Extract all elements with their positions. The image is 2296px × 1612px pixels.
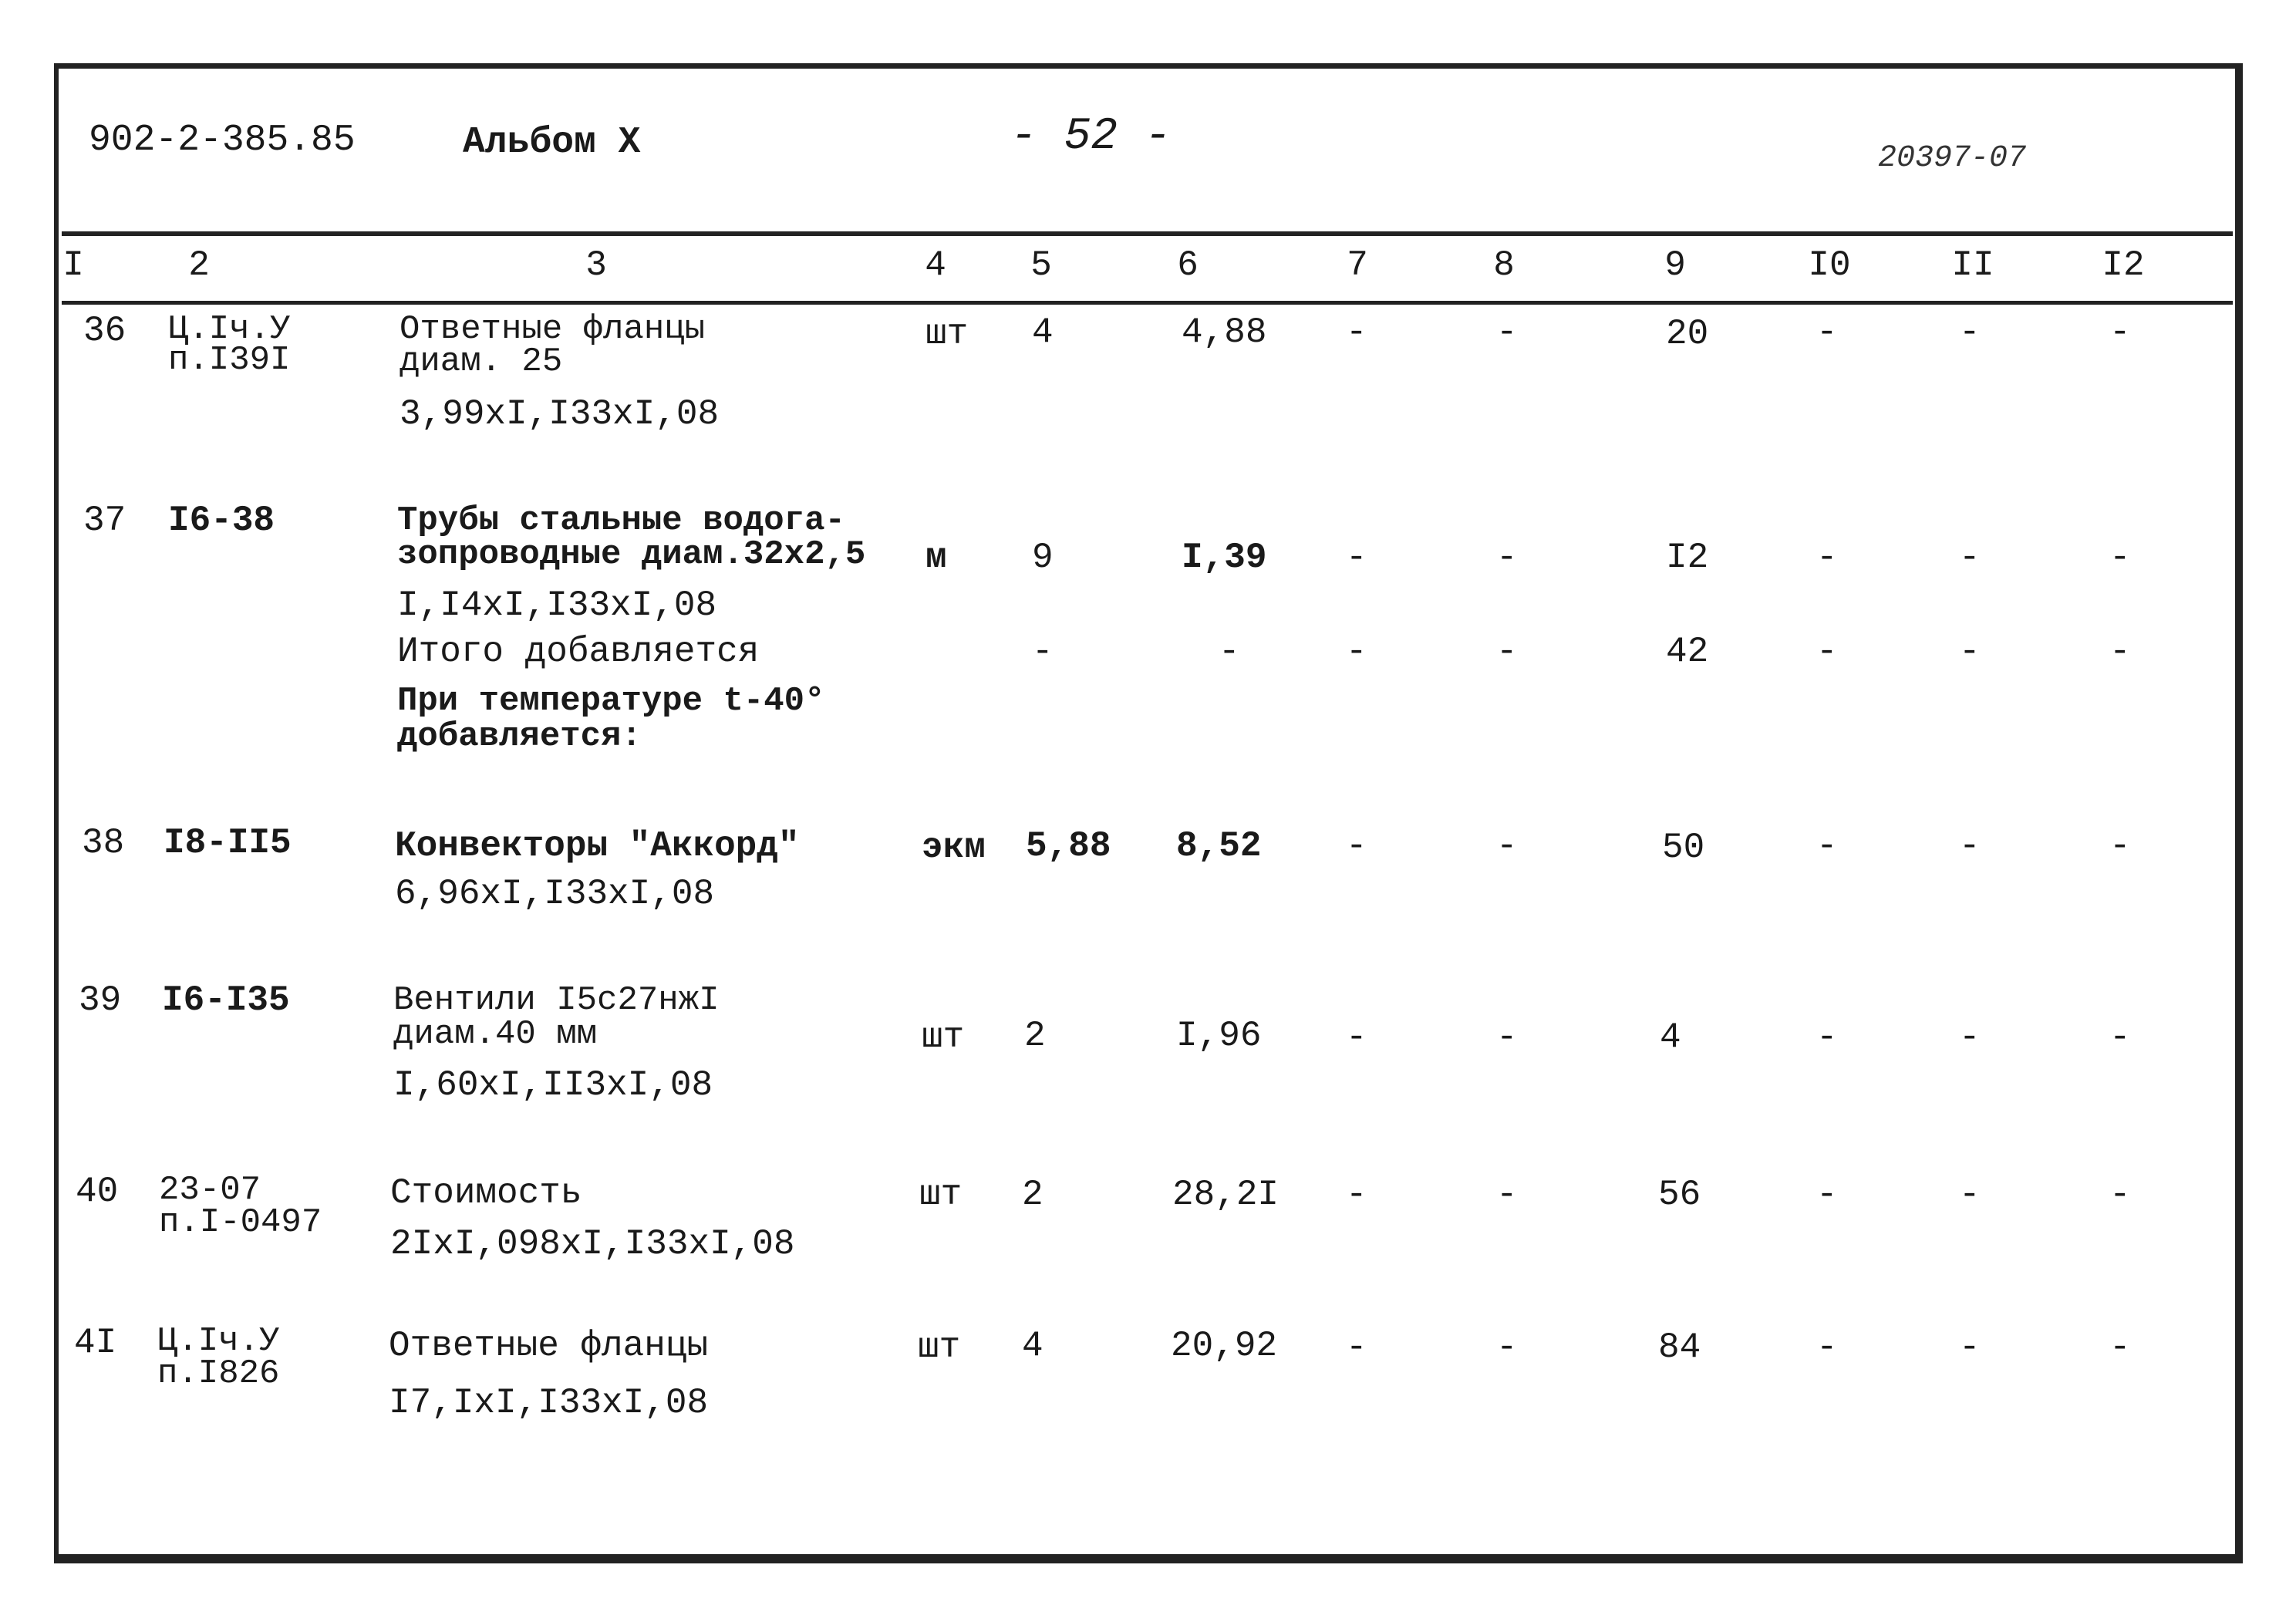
cell-col8: - [1496, 632, 1518, 672]
quantity: 9 [1032, 538, 1054, 578]
item-description: Ответные фланцы [400, 310, 706, 349]
subtotal-label: Итого добавляется [397, 632, 760, 672]
cell-col7: - [1346, 1327, 1367, 1368]
cell-col12: - [2109, 538, 2131, 578]
total-cost: 4 [1660, 1017, 1681, 1057]
cell-col11: - [1959, 1327, 1981, 1368]
unit-cost: I,39 [1182, 538, 1267, 578]
col-header-2: 2 [188, 245, 210, 285]
subtotal-value: 42 [1666, 632, 1709, 672]
price-code: Ц.Iч.У [157, 1322, 280, 1361]
cell-col7: - [1346, 826, 1367, 866]
unit-cost: 4,88 [1182, 312, 1267, 352]
cell-col12: - [2109, 1175, 2131, 1215]
cell-col8: - [1496, 1175, 1518, 1215]
unit-cost: 8,52 [1176, 826, 1262, 866]
archive-number: 20397-07 [1878, 141, 2027, 176]
total-cost: 56 [1658, 1175, 1701, 1215]
header-rule [62, 231, 2233, 236]
section-note: добавляется: [397, 717, 642, 756]
cell-col7: - [1346, 538, 1367, 578]
cell-col12: - [2109, 312, 2131, 352]
cell-col12: - [2109, 826, 2131, 866]
row-number: 40 [76, 1172, 119, 1212]
row-number: 37 [83, 501, 126, 541]
quantity: 5,88 [1026, 826, 1111, 866]
section-note: При температуре t-40° [397, 682, 825, 720]
row-number: 36 [83, 311, 126, 351]
cell-col7: - [1346, 1175, 1367, 1215]
cell-col6: - [1219, 632, 1240, 672]
cell-col11: - [1959, 1175, 1981, 1215]
price-code: I6-38 [168, 501, 275, 541]
price-code: п.I826 [157, 1354, 280, 1393]
item-description: диам.40 мм [393, 1015, 598, 1054]
total-cost: 20 [1666, 314, 1709, 354]
item-description: Трубы стальные водога- [397, 501, 845, 540]
item-description: зопроводные диам.32x2,5 [397, 535, 866, 574]
total-cost: 84 [1658, 1327, 1701, 1368]
cell-col10: - [1816, 538, 1838, 578]
col-header-11: II [1951, 245, 1994, 285]
cell-col10: - [1816, 826, 1838, 866]
cell-col7: - [1346, 1017, 1367, 1057]
unit-cost: I,96 [1176, 1016, 1262, 1056]
calculation: I7,IxI,I33xI,08 [389, 1383, 709, 1423]
item-description: Стоимость [390, 1173, 582, 1213]
total-cost: 50 [1662, 828, 1705, 868]
cell-col8: - [1496, 1327, 1518, 1368]
unit: шт [918, 1327, 961, 1368]
page-number: - 52 - [1010, 112, 1172, 162]
price-code: Ц.Iч.У [168, 310, 291, 349]
quantity: 2 [1024, 1016, 1046, 1056]
quantity: 2 [1022, 1175, 1043, 1215]
col-header-4: 4 [925, 245, 946, 285]
album-label: Альбом X [463, 122, 641, 164]
cell-col11: - [1959, 538, 1981, 578]
calculation: I,60xI,II3xI,08 [393, 1065, 713, 1105]
calculation: 2IxI,098xI,I33xI,08 [390, 1224, 795, 1264]
cell-col11: - [1959, 826, 1981, 866]
cell-col8: - [1496, 1017, 1518, 1057]
document-frame [54, 63, 2243, 1563]
col-header-5: 5 [1030, 245, 1052, 285]
price-code: I6-I35 [162, 980, 290, 1020]
price-code: п.I-0497 [159, 1203, 322, 1242]
col-header-1: I [62, 245, 84, 285]
unit: экм [922, 828, 986, 868]
calculation: 6,96xI,I33xI,08 [395, 874, 715, 914]
cell-col10: - [1816, 1175, 1838, 1215]
price-code: I8-II5 [164, 823, 292, 863]
cell-col8: - [1496, 826, 1518, 866]
cell-col8: - [1496, 312, 1518, 352]
cell-col11: - [1959, 632, 1981, 672]
row-number: 38 [82, 823, 125, 863]
cell-col10: - [1816, 632, 1838, 672]
cell-col11: - [1959, 312, 1981, 352]
price-code: п.I39I [168, 341, 291, 379]
cell-col10: - [1816, 1017, 1838, 1057]
col-header-8: 8 [1493, 245, 1515, 285]
col-header-9: 9 [1664, 245, 1686, 285]
unit: шт [922, 1017, 965, 1057]
quantity: 4 [1022, 1326, 1043, 1366]
cell-col7: - [1346, 632, 1367, 672]
col-header-3: 3 [585, 245, 607, 285]
calculation: I,I4xI,I33xI,08 [397, 585, 717, 626]
row-number: 4I [74, 1323, 117, 1363]
cell-col7: - [1346, 312, 1367, 352]
cell-col11: - [1959, 1017, 1981, 1057]
cell-col12: - [2109, 1327, 2131, 1368]
price-code: 23-07 [159, 1171, 261, 1209]
item-description: диам. 25 [400, 342, 563, 381]
cell-col8: - [1496, 538, 1518, 578]
cell-col10: - [1816, 312, 1838, 352]
item-description: Вентили I5с27нжI [393, 981, 720, 1020]
quantity: 4 [1032, 312, 1054, 352]
col-header-6: 6 [1177, 245, 1199, 285]
item-description: Ответные фланцы [389, 1326, 709, 1366]
col-header-10: I0 [1808, 245, 1851, 285]
document-code: 902-2-385.85 [89, 120, 356, 161]
total-cost: I2 [1666, 538, 1709, 578]
col-header-12: I2 [2102, 245, 2145, 285]
col-header-7: 7 [1347, 245, 1368, 285]
cell-col10: - [1816, 1327, 1838, 1368]
cell-col5: - [1032, 632, 1054, 672]
unit: шт [919, 1175, 963, 1215]
calculation: 3,99xI,I33xI,08 [400, 394, 720, 434]
unit: шт [925, 314, 969, 354]
item-description: Конвекторы "Аккорд" [395, 826, 800, 866]
unit: м [925, 538, 947, 578]
cell-col12: - [2109, 1017, 2131, 1057]
column-header-rule [62, 301, 2233, 305]
unit-cost: 20,92 [1171, 1326, 1278, 1366]
row-number: 39 [79, 980, 122, 1020]
unit-cost: 28,2I [1172, 1175, 1279, 1215]
cell-col12: - [2109, 632, 2131, 672]
